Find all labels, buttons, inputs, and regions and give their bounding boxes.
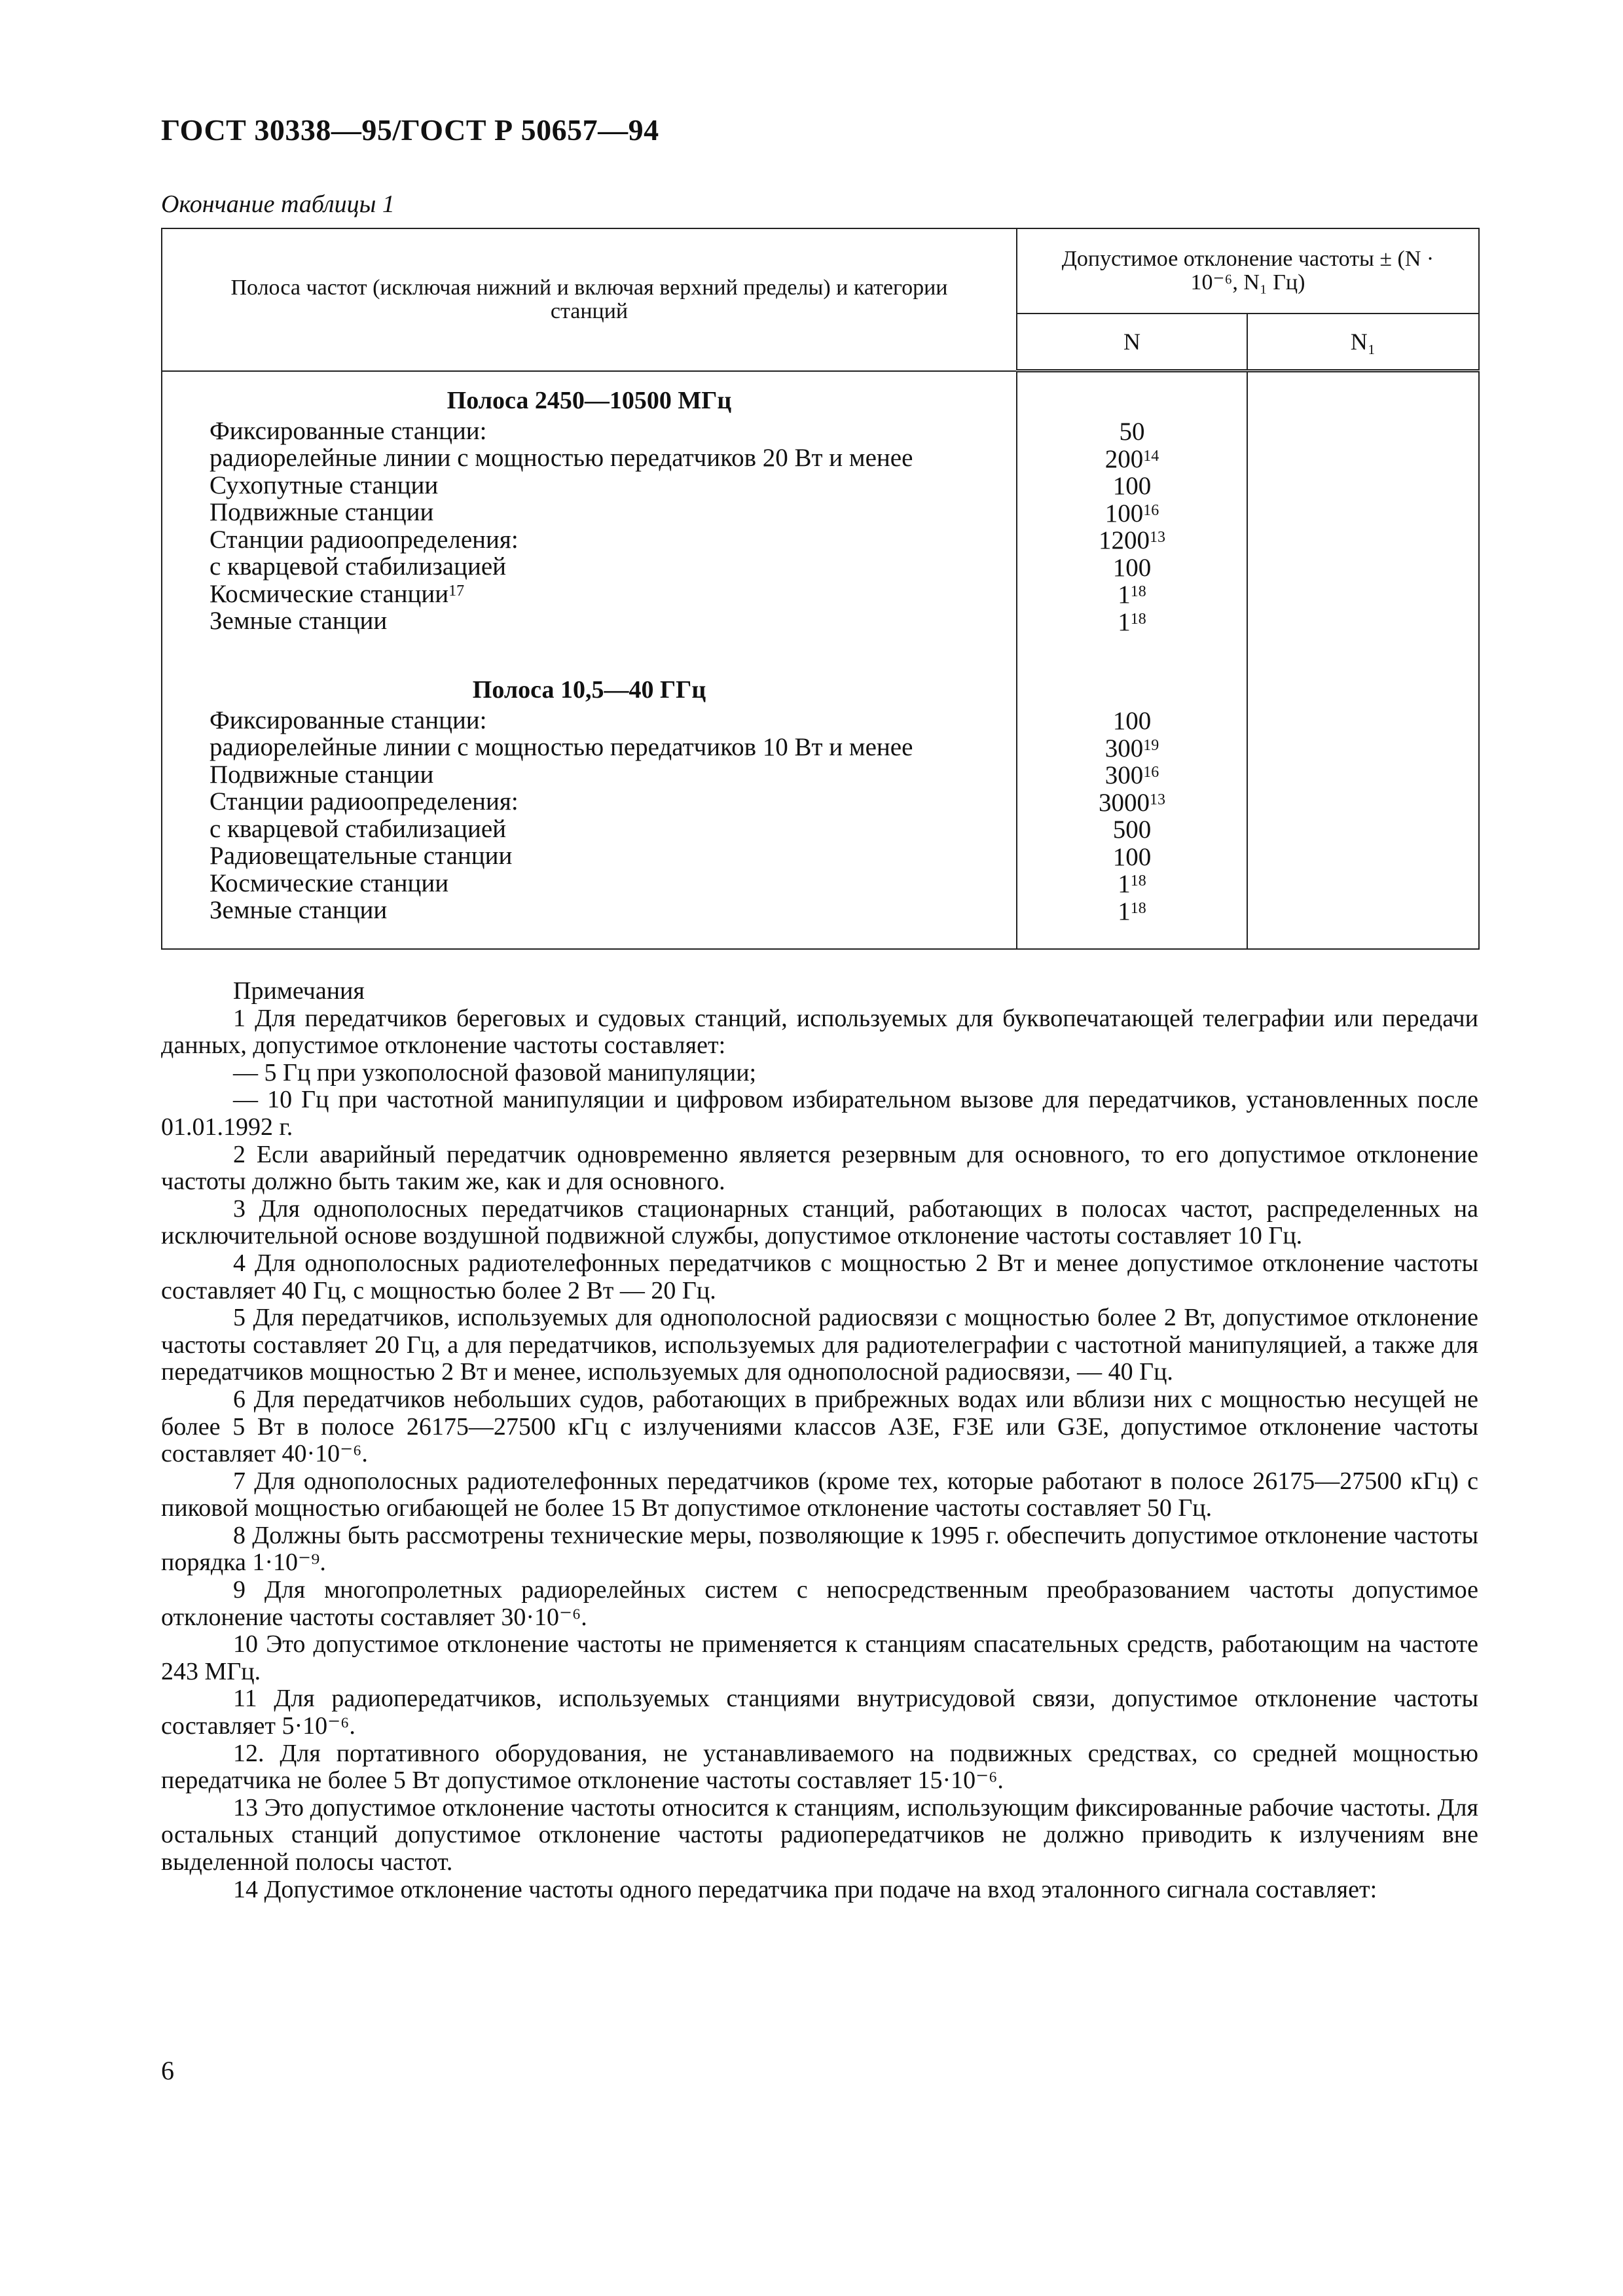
section-gap — [162, 635, 1016, 661]
section-title: Полоса 2450—10500 МГц — [447, 386, 732, 414]
station-category-label: Радиовещательные станции — [210, 842, 513, 870]
tolerance-value: $300^{19}$ — [1104, 734, 1159, 762]
station-category-label: радиорелейные линии с мощностью передатчиков 10 Вт и менее — [210, 733, 913, 761]
footnote-ref: 18 — [1130, 899, 1146, 917]
deviation-column-header: Допустимое отклонение частоты ± (N · 10⁻⁶, N₁ Гц) — [1017, 228, 1479, 314]
n1-column-body — [1247, 371, 1479, 950]
note-paragraph: 1 Для передатчиков береговых и судовых станций, используемых для буквопечатающей телеграфии или передачи данных, допустимое отклонение частоты составляет: — [161, 1004, 1478, 1060]
station-category-label: Станции радиоопределения: — [210, 525, 519, 554]
note-paragraph: 5 Для передатчиков, используемых для однополосной радиосвязи с мощностью более 2 Вт, допустимое отклонение частоты составляет 20 Гц, а для передатчиков, используемых для радиотелеграфии с частотной манипуляцией, а также для передатчиков мощностью 2 Вт и менее, используемых для однополосной радиосвязи, — 40 Гц. — [161, 1304, 1478, 1386]
station-category-label: Станции радиоопределения: — [210, 787, 519, 816]
note-paragraph: 14 Допустимое отклонение частоты одного передатчика при подаче на вход эталонного сигнала составляет: — [233, 1875, 1377, 1903]
station-category-label: Земные станции — [210, 896, 388, 924]
tolerance-value: $1^{18}$ — [1118, 607, 1146, 636]
footnote-ref: 13 — [1150, 529, 1165, 546]
tolerance-value: $1^{18}$ — [1118, 581, 1146, 609]
tolerance-value: 100 — [1112, 553, 1152, 582]
station-category-label: Космические станции$^{17}$ — [210, 579, 465, 608]
tolerance-value: 1200$^{13}$ — [1099, 526, 1165, 554]
footnote-ref: 19 — [1143, 736, 1159, 754]
note-paragraph: 3 Для однополосных передатчиков стационарных станций, работающих в полосах частот, распределенных на исключительной основе воздушной подвижной службы, допустимое отклонение частоты составляет 10 Гц. — [161, 1194, 1478, 1250]
table-caption: Окончание таблицы 1 — [161, 190, 395, 218]
footnote-ref: 18 — [1130, 610, 1146, 628]
n-column-header: N — [1017, 314, 1247, 371]
note-paragraph: — 10 Гц при частотной манипуляции и цифровом избирательном вызове для передатчиков, установленных после 01.01.1992 г. — [161, 1086, 1478, 1141]
note-paragraph: 7 Для однополосных радиотелефонных передатчиков (кроме тех, которые работают в полосе 26175—27500 кГц) с пиковой мощностью огибающей не более 15 Вт допустимое отклонение частоты составляет 50 Гц. — [161, 1467, 1478, 1522]
station-category-label: Земные станции — [210, 607, 388, 635]
station-category-label: Подвижные станции — [210, 760, 434, 789]
tolerance-value: 100 — [1112, 472, 1152, 500]
notes-title: Примечания — [233, 977, 365, 1005]
station-category-label: с кварцевой стабилизацией — [210, 814, 506, 843]
note-paragraph: 4 Для однополосных радиотелефонных передатчиков с мощностью 2 Вт и менее допустимое отклонение частоты составляет 40 Гц, с мощностью более 2 Вт — 20 Гц. — [161, 1249, 1478, 1304]
station-category-label: Сухопутные станции — [210, 471, 439, 499]
station-category-label: Фиксированные станции: — [210, 416, 487, 445]
note-paragraph: 6 Для передатчиков небольших судов, работающих в прибрежных водах или вблизи них с мощностью несущей не более 5 Вт в полосе 26175—27500 кГц с излучениями классов A3E, F3E или G3E, допустимое отклонение частоты составляет 40·10⁻⁶. — [161, 1385, 1478, 1468]
note-paragraph: 12. Для портативного оборудования, не устанавливаемого на подвижных средствах, со средней мощностью передатчика не более 5 Вт допустимое отклонение частоты составляет 15·10⁻⁶. — [161, 1739, 1478, 1795]
footnote-ref: 13 — [1150, 791, 1165, 808]
note-paragraph: 8 Должны быть рассмотрены технические меры, позволяющие к 1995 г. обеспечить допустимое отклонение частоты порядка 1·10⁻⁹. — [161, 1521, 1478, 1577]
station-category-label: с кварцевой стабилизацией — [210, 552, 506, 581]
footnote-ref: 14 — [1143, 447, 1159, 465]
tolerance-value: $200^{14}$ — [1104, 444, 1159, 473]
station-category-label: Подвижные станции — [210, 498, 434, 526]
tolerance-value: $1^{18}$ — [1118, 870, 1146, 898]
section-title-spacer — [1017, 662, 1247, 708]
station-category-label: Космические станции — [210, 869, 449, 897]
footnote-ref: 16 — [1143, 764, 1159, 781]
section-title-spacer — [1017, 372, 1247, 418]
document-header: ГОСТ 30338—95/ГОСТ Р 50657—94 — [161, 113, 659, 147]
section-title: Полоса 10,5—40 ГГц — [472, 675, 706, 704]
tolerance-value: 50 — [1119, 418, 1145, 446]
band-column-header: Полоса частот (исключая нижний и включая верхний пределы) и категории станций — [162, 228, 1017, 371]
note-paragraph: 9 Для многопролетных радиорелейных систем с непосредственным преобразованием частоты допустимое отклонение частоты составляет 30·10⁻⁶. — [161, 1576, 1478, 1631]
n1-column-header: N₁ — [1247, 314, 1479, 371]
note-paragraph: 11 Для радиопередатчиков, используемых станциями внутрисудовой связи, допустимое отклонение частоты составляет 5·10⁻⁶. — [161, 1685, 1478, 1740]
tolerance-value: 3000$^{13}$ — [1099, 788, 1165, 817]
footnote-ref: 18 — [1130, 583, 1146, 600]
tolerance-value: 100 — [1112, 842, 1152, 871]
section-gap — [1017, 636, 1247, 662]
band-column-body — [162, 371, 1017, 950]
tolerance-value: 100 — [1112, 707, 1152, 735]
tolerance-value: $1^{18}$ — [1118, 897, 1146, 925]
tolerance-value: $100^{16}$ — [1104, 499, 1159, 528]
footnote-ref: 16 — [1143, 501, 1159, 519]
note-paragraph: 2 Если аварийный передатчик одновременно является резервным для основного, то его допустимое отклонение частоты должно быть таким же, как и для основного. — [161, 1140, 1478, 1196]
tolerance-value: 500 — [1112, 816, 1152, 844]
note-paragraph: — 5 Гц при узкополосной фазовой манипуляции; — [233, 1058, 757, 1086]
note-paragraph: 13 Это допустимое отклонение частоты относится к станциям, использующим фиксированные рабочие частоты. Для остальных станций допустимое отклонение частоты радиопередатчиков не должно приводить к излучениям вне выделенной полосы частот. — [161, 1793, 1478, 1876]
tolerance-value: $300^{16}$ — [1104, 761, 1159, 789]
station-category-label: радиорелейные линии с мощностью передатчиков 20 Вт и менее — [210, 444, 913, 472]
n-column-body — [1017, 371, 1247, 950]
note-paragraph: 10 Это допустимое отклонение частоты не применяется к станциям спасательных средств, работающим на частоте 243 МГц. — [161, 1630, 1478, 1685]
notes-section — [161, 978, 1478, 1903]
footnote-ref: 17 — [448, 582, 465, 600]
station-category-label: Фиксированные станции: — [210, 706, 487, 734]
frequency-tolerance-table — [161, 228, 1480, 950]
page-number: 6 — [161, 2056, 174, 2085]
footnote-ref: 18 — [1130, 872, 1146, 889]
